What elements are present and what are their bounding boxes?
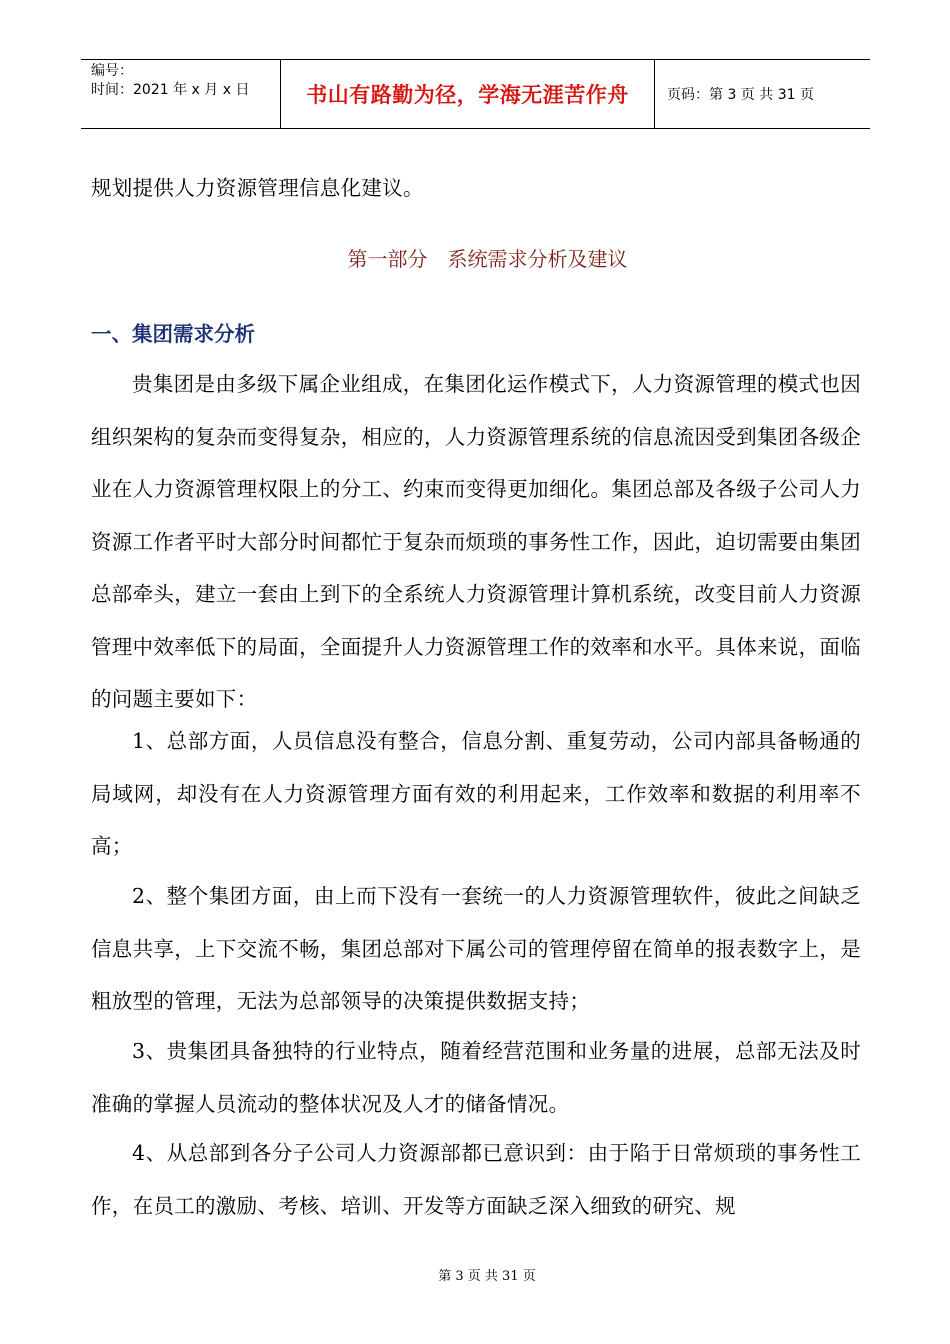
document-number-label: 编号： xyxy=(91,63,133,79)
list-item-4: 4、从总部到各分子公司人力资源部都已意识到：由于陷于日常烦琐的事务性工作，在员工的激励、考核、培训、开发等方面缺乏深入细致的研究、规 xyxy=(91,1141,861,1218)
part-title: 第一部分 系统需求分析及建议 xyxy=(347,247,628,271)
list-item-2: 2、整个集团方面，由上而下没有一套统一的人力资源管理软件，彼此之间缺乏信息共享，上下交流不畅，集团总部对下属公司的管理停留在简单的报表数字上，是粗放型的管理，无法为总部领导的决策提供数据支持； xyxy=(91,884,861,1013)
continuation-paragraph: 规划提供人力资源管理信息化建议。 xyxy=(91,176,424,200)
list-item-1: 1、总部方面，人员信息没有整合，信息分割、重复劳动，公司内部具备畅通的局域网，却没有在人力资源管理方面有效的利用起来，工作效率和数据的利用率不高； xyxy=(91,729,861,858)
section-title: 一、集团需求分析 xyxy=(91,322,255,346)
header-page-info: 页码：第 3 页 共 31 页 xyxy=(667,87,814,103)
list-item-3: 3、贵集团具备独特的行业特点，随着经营范围和业务量的进展，总部无法及时准确的掌握人员流动的整体状况及人才的储备情况。 xyxy=(91,1039,861,1116)
page-header xyxy=(81,59,870,129)
document-time-label: 时间：2021 年 x 月 x 日 xyxy=(91,82,250,98)
intro-paragraph: 贵集团是由多级下属企业组成，在集团化运作模式下，人力资源管理的模式也因组织架构的复杂而变得复杂，相应的，人力资源管理系统的信息流因受到集团各级企业在人力资源管理权限上的分工、约束而变得更加细化。集团总部及各级子公司人力资源工作者平时大部分时间都忙于复杂而烦琐的事务性工作，因此，迫切需要由集团总部牵头，建立一套由上到下的全系统人力资源管理计算机系统，改变目前人力资源管理中效率低下的局面，全面提升人力资源管理工作的效率和水平。具体来说，面临的问题主要如下： xyxy=(91,372,861,711)
header-motto: 书山有路勤为径，学海无涯苦作舟 xyxy=(281,60,655,128)
header-meta xyxy=(81,60,281,128)
page-footer: 第 3 页 共 31 页 xyxy=(438,1269,536,1284)
